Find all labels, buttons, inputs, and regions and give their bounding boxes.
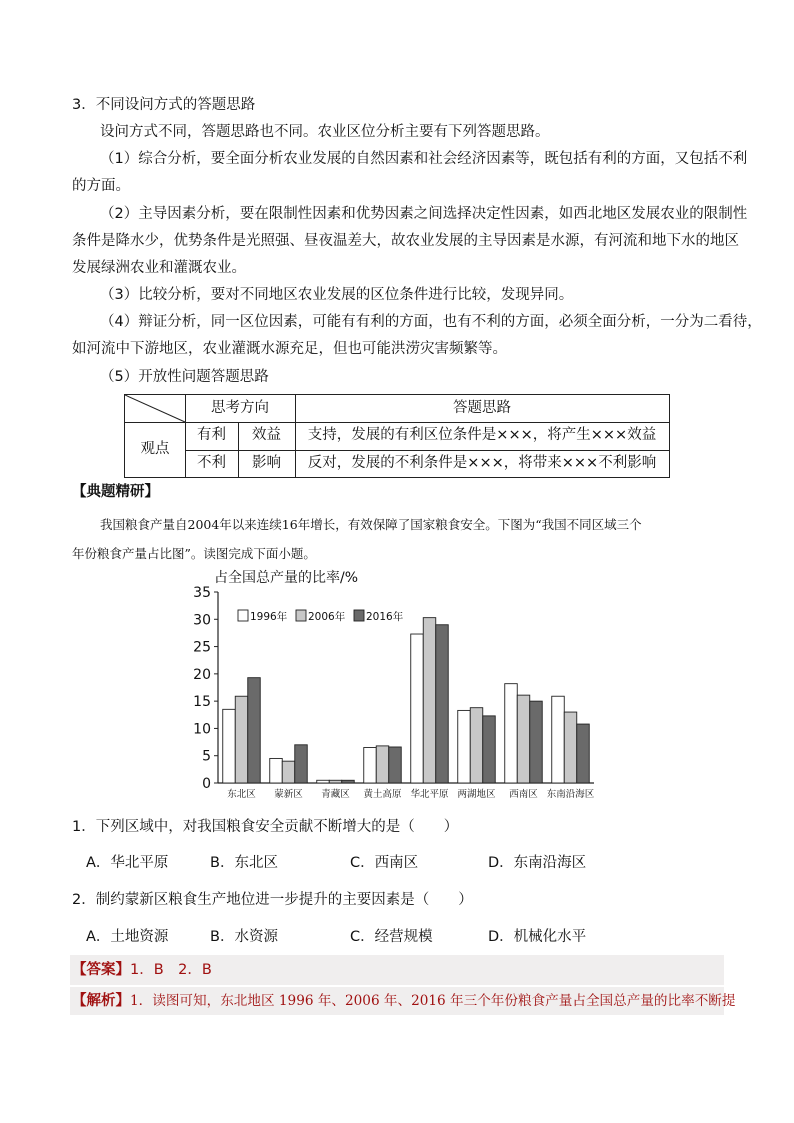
intro-paragraph: 设问方式不同，答题思路也不同。农业区位分析主要有下列答题思路。 [100, 124, 550, 140]
legend-label: 2016年 [366, 611, 404, 623]
chart-canvas [190, 568, 598, 804]
paragraph-2-line-3: 发展绿洲农业和灌溉农业。 [72, 260, 246, 276]
bar-2006年 [423, 618, 436, 783]
paragraph-3-line-1: （3）比较分析，要对不同地区农业发展的区位条件进行比较，发现异同。 [100, 287, 574, 303]
bar-1996年 [552, 696, 565, 783]
paragraph-4-line-2: 如河流中下游地区，农业灌溉水源充足，但也可能洪涝灾害频繁等。 [72, 341, 507, 357]
x-tick-label: 两湖地区 [457, 789, 496, 800]
header-direction: 思考方向 [211, 400, 269, 416]
x-tick-label: 西南区 [509, 789, 538, 800]
question-2-option-b[interactable]: B．水资源 [210, 929, 278, 945]
section-heading: 3．不同设问方式的答题思路 [72, 97, 256, 113]
row-2-direction: 不利 [197, 455, 226, 471]
bar-1996年 [411, 634, 424, 783]
legend-swatch [354, 610, 364, 621]
y-tick-label: 20 [193, 666, 211, 683]
answer-text: 1．B 2．B [130, 962, 212, 978]
bar-2006年 [517, 695, 530, 783]
example-label: 【典题精研】 [72, 484, 159, 500]
row-label-viewpoint: 观点 [140, 441, 170, 457]
y-tick-label: 30 [193, 612, 211, 629]
chart-ylabel: 占全国总产量的比率/% [214, 570, 359, 586]
question-2-option-d[interactable]: D．机械化水平 [488, 929, 587, 945]
y-tick-label: 35 [193, 585, 211, 601]
paragraph-2-line-1: （2）主导因素分析，要在限制性因素和优势因素之间选择决定性因素，如西北地区发展农业的限制性 [100, 206, 748, 222]
grain-share-chart [190, 568, 598, 804]
y-tick-label: 10 [193, 721, 211, 738]
bar-2016年 [577, 724, 590, 783]
example-text-line-2: 年份粮食产量占比图”。读图完成下面小题。 [72, 546, 316, 561]
bar-2016年 [530, 701, 543, 783]
y-tick-label: 5 [202, 748, 211, 765]
question-1-option-b[interactable]: B．东北区 [210, 855, 278, 871]
bar-1996年 [270, 758, 283, 783]
bar-1996年 [458, 710, 471, 783]
question-2-option-c[interactable]: C．经营规模 [350, 929, 433, 945]
legend-swatch [296, 610, 306, 621]
question-1-option-c[interactable]: C．西南区 [350, 855, 419, 871]
bar-1996年 [364, 748, 377, 783]
bar-2016年 [295, 745, 308, 783]
analysis-band [70, 987, 736, 1015]
bar-2006年 [329, 780, 342, 783]
paragraph-1-line-1: （1）综合分析，要全面分析农业发展的自然因素和社会经济因素等，既包括有利的方面，又包括不利 [100, 151, 748, 167]
bar-2016年 [483, 716, 496, 783]
answer-label: 【答案】 [72, 962, 130, 978]
analysis-label: 【解析】 [72, 993, 130, 1009]
paragraph-2-line-2: 条件是降水少，优势条件是光照强、昼夜温差大，故农业发展的主导因素是水源，有河流和地下水的地区 [72, 233, 739, 249]
bar-2006年 [564, 712, 577, 783]
row-1-effect: 效益 [252, 427, 281, 443]
paragraph-5-line-1: （5）开放性问题答题思路 [100, 369, 269, 385]
question-1-option-a[interactable]: A．华北平原 [86, 855, 169, 871]
diagonal-header-icon [125, 395, 186, 423]
x-tick-label: 青藏区 [321, 789, 350, 800]
y-tick-label: 0 [202, 776, 211, 792]
header-approach: 答题思路 [453, 400, 511, 416]
bar-2016年 [342, 780, 355, 783]
row-2-effect: 影响 [252, 455, 281, 471]
x-tick-label: 蒙新区 [274, 789, 303, 800]
question-2-stem: 2．制约蒙新区粮食生产地位进一步提升的主要因素是（ ） [72, 892, 473, 908]
answer-band [70, 955, 724, 985]
legend-label: 1996年 [250, 611, 288, 623]
paragraph-4-line-1: （4）辩证分析，同一区位因素，可能有有利的方面，也有不利的方面，必须全面分析，一分为二看待， [100, 314, 762, 330]
example-text-line-1: 我国粮食产量自2004年以来连续16年增长，有效保障了国家粮食安全。下图为“我国不同区域三个 [100, 517, 642, 532]
bar-2006年 [470, 708, 483, 783]
analysis-text: 1．读图可知，东北地区 1996 年、2006 年、2016 年三个年份粮食产量占全国总产量的比率不断提 [130, 993, 736, 1009]
paragraph-1-line-2: 的方面。 [72, 178, 130, 194]
bar-2016年 [248, 678, 261, 783]
answer-approach-table [124, 394, 670, 478]
bar-2006年 [282, 761, 295, 783]
row-1-approach: 支持，发展的有利区位条件是×××，将产生×××效益 [307, 427, 657, 443]
row-2-approach: 反对，发展的不利条件是×××，将带来×××不利影响 [307, 455, 657, 471]
bar-1996年 [223, 709, 236, 783]
bar-2006年 [376, 746, 389, 783]
x-tick-label: 黄土高原 [363, 789, 402, 800]
x-tick-label: 华北平原 [410, 789, 449, 800]
x-tick-label: 东南沿海区 [546, 789, 595, 800]
question-1-stem: 1．下列区域中，对我国粮食安全贡献不断增大的是（ ） [72, 819, 459, 835]
legend-swatch [238, 610, 248, 621]
question-2-option-a[interactable]: A．土地资源 [86, 929, 169, 945]
question-1-option-d[interactable]: D．东南沿海区 [488, 855, 587, 871]
bar-2006年 [235, 696, 248, 783]
bar-1996年 [317, 780, 330, 783]
x-tick-label: 东北区 [227, 789, 256, 800]
bar-2016年 [389, 747, 402, 783]
y-tick-label: 15 [193, 694, 211, 711]
row-1-direction: 有利 [197, 427, 226, 443]
bar-2016年 [436, 625, 449, 783]
bar-1996年 [505, 684, 518, 783]
legend-label: 2006年 [308, 611, 346, 623]
y-tick-label: 25 [193, 639, 211, 656]
